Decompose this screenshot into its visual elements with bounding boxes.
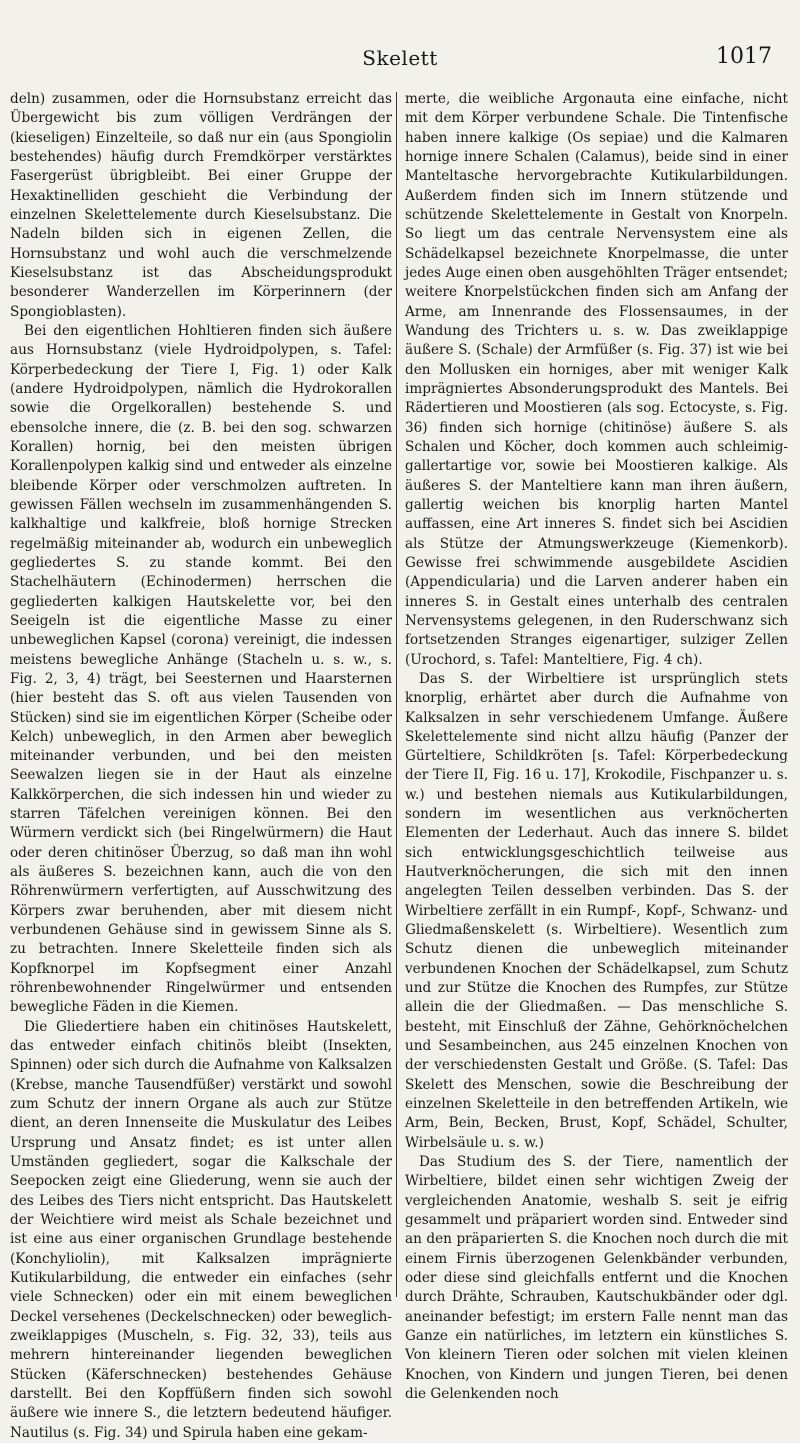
paragraph: Die Gliedertiere haben ein chitinöses Hautskelett, das entweder einfach chitinös bleibt (Insekten, Spinnen) oder sich durch die Aufnahme von Kalksalzen (Krebse, manche Tausendfüßer) verstärkt und sowohl zum Schutz der innern Organe als auch zur Stütze dient, an deren Innenseite die Muskulatur des Leibes Ursprung und Ansatz findet; es ist unter allen Umständen gegliedert, sogar die Kalkschale der Seepocken zeigt eine Gliederung, wenn sie auch der des Leibes des Tiers nicht entspricht. Das Hautskelett der Weichtiere wird meist als Schale bezeichnet und ist eine aus einer organischen Grundlage bestehende (Konchyliolin), mit Kalksalzen imprägnierte Kutikularbildung, die entweder ein einfaches (sehr viele Schnecken) oder ein mit einem beweglichen Deckel versehenes (Deckelschnecken) oder beweglich-zweiklappiges (Muscheln, s. Fig. 32, 33), teils aus mehrern hintereinander liegenden beweglichen Stücken (Käferschnecken) bestehendes Gehäuse darstellt. Bei den Kopffüßern finden sich sowohl äußere wie innere S., die letztern bedeutend häufiger. Nautilus (s. Fig. 34) und Spirula haben eine gekam- — [10, 1018, 392, 1441]
left-column — [10, 90, 392, 1443]
paragraph: deln) zusammen, oder die Hornsubstanz erreicht das Übergewicht bis zum völligen Verdrängen der (kieseligen) Einzelteile, so daß nur ein (aus Spongiolin bestehendes) häufig durch Fremdkörper verstärktes Fasergerüst übrigbleibt. Bei einer Gruppe der Hexaktinelliden geschieht die Verbindung der einzelnen Skelettelemente durch Kieselsubstanz. Die Nadeln bilden sich in eigenen Zellen, die Hornsubstanz und wohl auch die verschmelzende Kieselsubstanz ist das Abscheidungsprodukt besonderer Wanderzellen im Körperinnern (der Spongioblasten). — [10, 91, 392, 320]
paragraph: Das S. der Wirbeltiere ist ursprünglich stets knorplig, erhärtet aber durch die Aufnahme von Kalksalzen in sehr verschiedenem Umfange. Äußere Skelettelemente sind nicht allzu häufig (Panzer der Gürteltiere, Schildkröten [s. Tafel: Körperbedeckung der Tiere II, Fig. 16 u. 17], Krokodile, Fischpanzer u. s. w.) und bestehen niemals aus Kutikularbildungen, sondern im wesentlichen aus verknöcherten Elementen der Lederhaut. Auch das innere S. bildet sich entwicklungsgeschichtlich teilweise aus Hautverknöcherungen, die sich mit den innen angelegten Teilen desselben verbinden. Das S. der Wirbeltiere zerfällt in ein Rumpf-, Kopf-, Schwanz- und Gliedmaßenskelett (s. Wirbeltiere). Wesentlich zum Schutz dienen die unbeweglich miteinander verbundenen Knochen der Schädelkapsel, zum Schutz und zur Stütze die Knochen des Rumpfes, zur Stütze allein die der Gliedmaßen. — Das menschliche S. besteht, mit Einschluß der Zähne, Gehörknöchelchen und Sesambeinchen, aus 245 einzelnen Knochen von der verschiedensten Gestalt und Größe. (S. Tafel: Das Skelett des Menschen, sowie die Beschreibung der einzelnen Skeletteile in den betreffenden Artikeln, wie Arm, Bein, Becken, Brust, Kopf, Schädel, Schulter, Wirbelsäule u. s. w.) — [405, 670, 788, 1151]
right-column — [405, 90, 788, 1404]
page-number: 1017 — [716, 44, 772, 69]
paragraph: Das Studium des S. der Tiere, namentlich der Wirbeltiere, bildet einen sehr wichtigen Zweig der vergleichenden Anatomie, weshalb S. seit je eifrig gesammelt und präpariert worden sind. Entweder sind an den präparierten S. die Knochen noch durch die mit einem Firnis überzogenen Gelenkbänder verbunden, oder diese sind gleichfalls entfernt und die Knochen durch Drähte, Schrauben, Kautschukbänder oder dgl. aneinander befestigt; im erstern Falle nennt man das Ganze ein natürliches, im letztern ein künstliches S. Von kleinern Tieren oder solchen mit vielen kleinen Knochen, von Kindern und jungen Tieren, bei denen die Gelenkenden noch — [405, 1154, 788, 1402]
running-header — [0, 40, 800, 80]
column-divider — [396, 92, 397, 1297]
paragraph: merte, die weibliche Argonauta eine einfache, nicht mit dem Körper verbundene Schale. Die Tintenfische haben innere kalkige (Os sepiae) und die Kalmaren hornige innere Schalen (Calamus), beide sind in einer Manteltasche hervorgebrachte Kutikularbildungen. Außerdem finden sich im Innern stützende und schützende Skelettelemente in Gestalt von Knorpeln. So liegt um das centrale Nervensystem eine als Schädelkapsel bezeichnete Knorpelmasse, die unter jedes Auge einen oben ausgehöhlten Träger entsendet; weitere Knorpelstückchen finden sich am Anfang der Arme, am Innenrande des Flossensaumes, in der Wandung des Trichters u. s. w. Das zweiklappige äußere S. (Schale) der Armfüßer (s. Fig. 37) ist wie bei den Mollusken ein horniges, aber mit weniger Kalk imprägniertes Absonderungsprodukt des Mantels. Bei Rädertieren und Moostieren (als sog. Ectocyste, s. Fig. 36) finden sich hornige (chitinöse) äußere S. als Schalen und Köcher, doch kommen auch schleimig-gallertartige vor, sowie bei Moostieren kalkige. Als äußeres S. der Manteltiere kann man ihren äußern, gallertig weichen bis knorplig harten Mantel auffassen, eine Art inneres S. findet sich bei Ascidien als Stütze der Atmungswerkzeuge (Kiemenkorb). Gewisse frei schwimmende ausgebildete Ascidien (Appendicularia) und die Larven anderer haben ein inneres S. in Gestalt eines unterhalb des centralen Nervensystems gelegenen, in den Ruderschwanz sich fortsetzenden Stranges eigenartiger, sulziger Zellen (Urochord, s. Tafel: Manteltiere, Fig. 4 ch). — [405, 91, 788, 668]
page-title: Skelett — [362, 46, 438, 70]
paragraph: Bei den eigentlichen Hohltieren finden sich äußere aus Hornsubstanz (viele Hydroidpolypen, s. Tafel: Körperbedeckung der Tiere I, Fig. 1) oder Kalk (andere Hydroidpolypen, nämlich die Hydrokorallen sowie die Orgelkorallen) bestehende S. und ebensolche innere, die (z. B. bei den sog. schwarzen Korallen) hornig, bei den meisten übrigen Korallenpolypen kalkig sind und entweder als einzelne bleibende Körper oder verschmolzen auftreten. In gewissen Fällen wechseln im zusammenhängenden S. kalkhaltige und kalkfreie, bloß hornige Strecken regelmäßig miteinander ab, wodurch ein unbeweglich gegliedertes S. zu stande kommt. Bei den Stachelhäutern (Echinodermen) herrschen die gegliederten kalkigen Hautskelette vor, bei den Seeigeln ist die eigentliche Masse zu einer unbeweglichen Kapsel (corona) vereinigt, die indessen meistens bewegliche Anhänge (Stacheln u. s. w., s. Fig. 2, 3, 4) trägt, bei Seesternen und Haarsternen (hier besteht das S. oft aus vielen Tausenden von Stücken) sind sie im eigentlichen Körper (Scheibe oder Kelch) unbeweglich, in den Armen aber beweglich miteinander verbunden, und bei den meisten Seewalzen liegen sie in der Haut als einzelne Kalkkörperchen, die sich indessen hin und wieder zu starren Täfelchen vereinigen können. Bei den Würmern verdickt sich (bei Ringelwürmern) die Haut oder deren chitinöser Überzug, so daß man ihn wohl als äußeres S. bezeichnen kann, auch die von den Röhrenwürmern verfertigten, auf Ausschwitzung des Körpers zwar beruhenden, aber mit diesem nicht verbundenen Gehäuse sind in gewissem Sinne als S. zu betrachten. Innere Skeletteile finden sich als Kopfknorpel im Kopfsegment einer Anzahl röhrenbewohnender Ringelwürmer und entsenden bewegliche Fäden in die Kiemen. — [10, 322, 392, 1016]
